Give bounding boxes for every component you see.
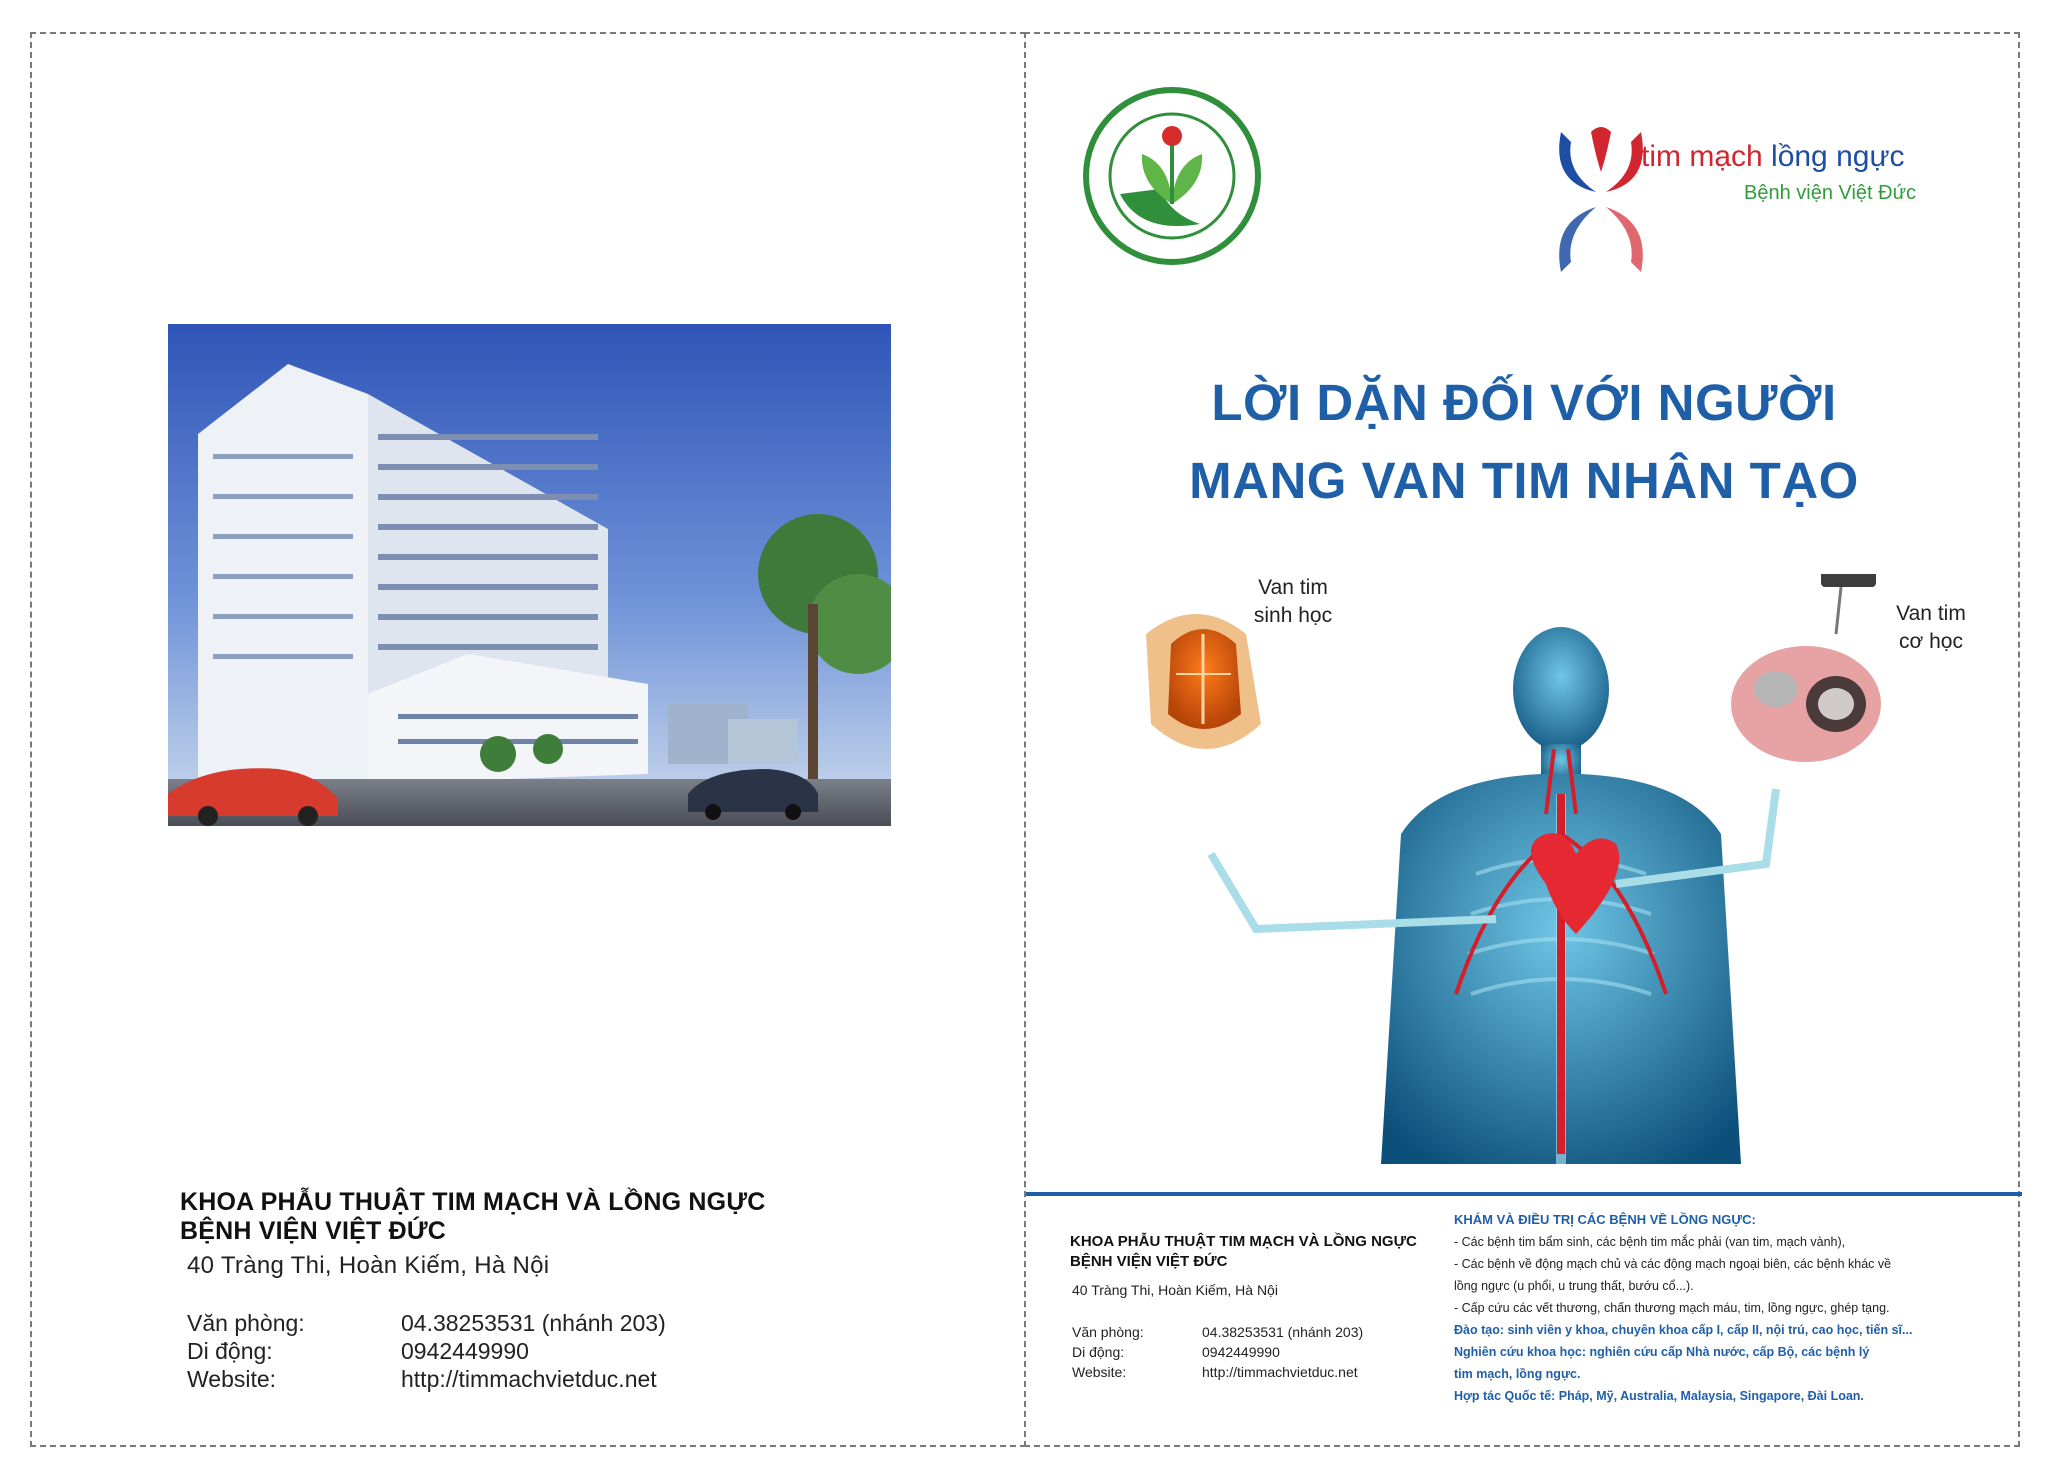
department-line-2: BỆNH VIỆN VIỆT ĐỨC: [180, 1217, 447, 1245]
department-name: [180, 1188, 766, 1246]
front-cover-panel: [1024, 32, 2020, 1447]
contact-website: [187, 1365, 666, 1393]
contact-label: Di động:: [1072, 1344, 1125, 1360]
contact-label: Di động:: [187, 1338, 273, 1364]
address: 40 Tràng Thi, Hoàn Kiếm, Hà Nội: [1072, 1282, 1278, 1298]
label-line: cơ học: [1899, 630, 1963, 653]
contact-office: [1072, 1322, 1363, 1342]
contact-mobile: [1072, 1342, 1363, 1362]
department-name: [1070, 1232, 1417, 1272]
label-line: Van tim: [1896, 602, 1966, 625]
page-title: [1026, 364, 2022, 520]
department-line-1: KHOA PHẪU THUẬT TIM MẠCH VÀ LỒNG NGỰC: [1070, 1233, 1417, 1250]
services-list: [1454, 1209, 1994, 1407]
services-heading: KHÁM VÀ ĐIỀU TRỊ CÁC BỆNH VỀ LỒNG NGỰC:: [1454, 1212, 1756, 1227]
contact-label: Website:: [187, 1366, 277, 1392]
brand-name: [1641, 140, 1905, 174]
contact-label: Văn phòng:: [187, 1310, 305, 1336]
contact-value: 04.38253531 (nhánh 203): [401, 1310, 666, 1336]
department-line-1: KHOA PHẪU THUẬT TIM MẠCH VÀ LỒNG NGỰC: [180, 1188, 766, 1216]
research-line-1: Nghiên cứu khoa học: nghiên cứu cấp Nhà nước, cấp Bộ, các bệnh lý: [1454, 1345, 1870, 1359]
service-item: - Các bệnh tim bẩm sinh, các bệnh tim mắc phải (van tim, mạch vành),: [1454, 1235, 1846, 1249]
brand-name-part-2: lồng ngực: [1762, 140, 1905, 173]
mechanical-valve-label: [1856, 600, 2006, 656]
contact-value: http://timmachvietduc.net: [401, 1366, 657, 1392]
cooperation-line: Hợp tác Quốc tế: Pháp, Mỹ, Australia, Malaysia, Singapore, Đài Loan.: [1454, 1389, 1864, 1403]
anatomy-illustration: [1076, 574, 1976, 1174]
biological-valve-label: [1218, 574, 1368, 630]
title-line-1: LỜI DẶN ĐỐI VỚI NGƯỜI: [1211, 374, 1837, 431]
contact-value: http://timmachvietduc.net: [1202, 1364, 1358, 1380]
contact-mobile: [187, 1337, 666, 1365]
service-item: lồng ngực (u phổi, u trung thất, bướu cổ...).: [1454, 1279, 1694, 1293]
contact-list: [1072, 1322, 1363, 1382]
hospital-building-photo: [168, 324, 891, 826]
contact-website: [1072, 1362, 1363, 1382]
contact-value: 0942449990: [1202, 1344, 1280, 1360]
department-line-2: BỆNH VIỆN VIỆT ĐỨC: [1070, 1253, 1228, 1270]
title-line-2: MANG VAN TIM NHÂN TẠO: [1189, 452, 1859, 509]
biological-valve-image: [1146, 614, 1261, 749]
body-xray-figure: [1381, 627, 1741, 1164]
brand-subtitle: Bệnh viện Việt Đức: [1744, 182, 1917, 204]
service-item: - Các bệnh về động mạch chủ và các động mạch ngoại biên, các bệnh khác về: [1454, 1257, 1892, 1271]
contact-value: 04.38253531 (nhánh 203): [1202, 1324, 1364, 1340]
label-line: Van tim: [1258, 576, 1328, 599]
hospital-logo: [1080, 84, 1264, 268]
contact-label: Website:: [1072, 1364, 1127, 1380]
contact-value: 0942449990: [401, 1338, 529, 1364]
contact-label: Văn phòng:: [1072, 1324, 1144, 1340]
research-line-2: tim mạch, lồng ngực.: [1454, 1367, 1581, 1381]
brand-logo: [1546, 102, 1936, 280]
label-line: sinh học: [1253, 604, 1333, 627]
address: 40 Tràng Thi, Hoàn Kiếm, Hà Nội: [187, 1252, 550, 1279]
heart-lungs-icon: [1546, 102, 1656, 280]
footer-divider: [1026, 1192, 2022, 1196]
contact-list: [187, 1309, 666, 1393]
back-cover-panel: [30, 32, 1026, 1447]
training-line: Đào tạo: sinh viên y khoa, chuyên khoa cấp I, cấp II, nội trú, cao học, tiến sĩ...: [1454, 1323, 1913, 1337]
contact-office: [187, 1309, 666, 1337]
brand-name-part-1: tim mạch: [1641, 140, 1763, 173]
service-item: - Cấp cứu các vết thương, chấn thương mạch máu, tim, lồng ngực, ghép tạng.: [1454, 1301, 1890, 1315]
